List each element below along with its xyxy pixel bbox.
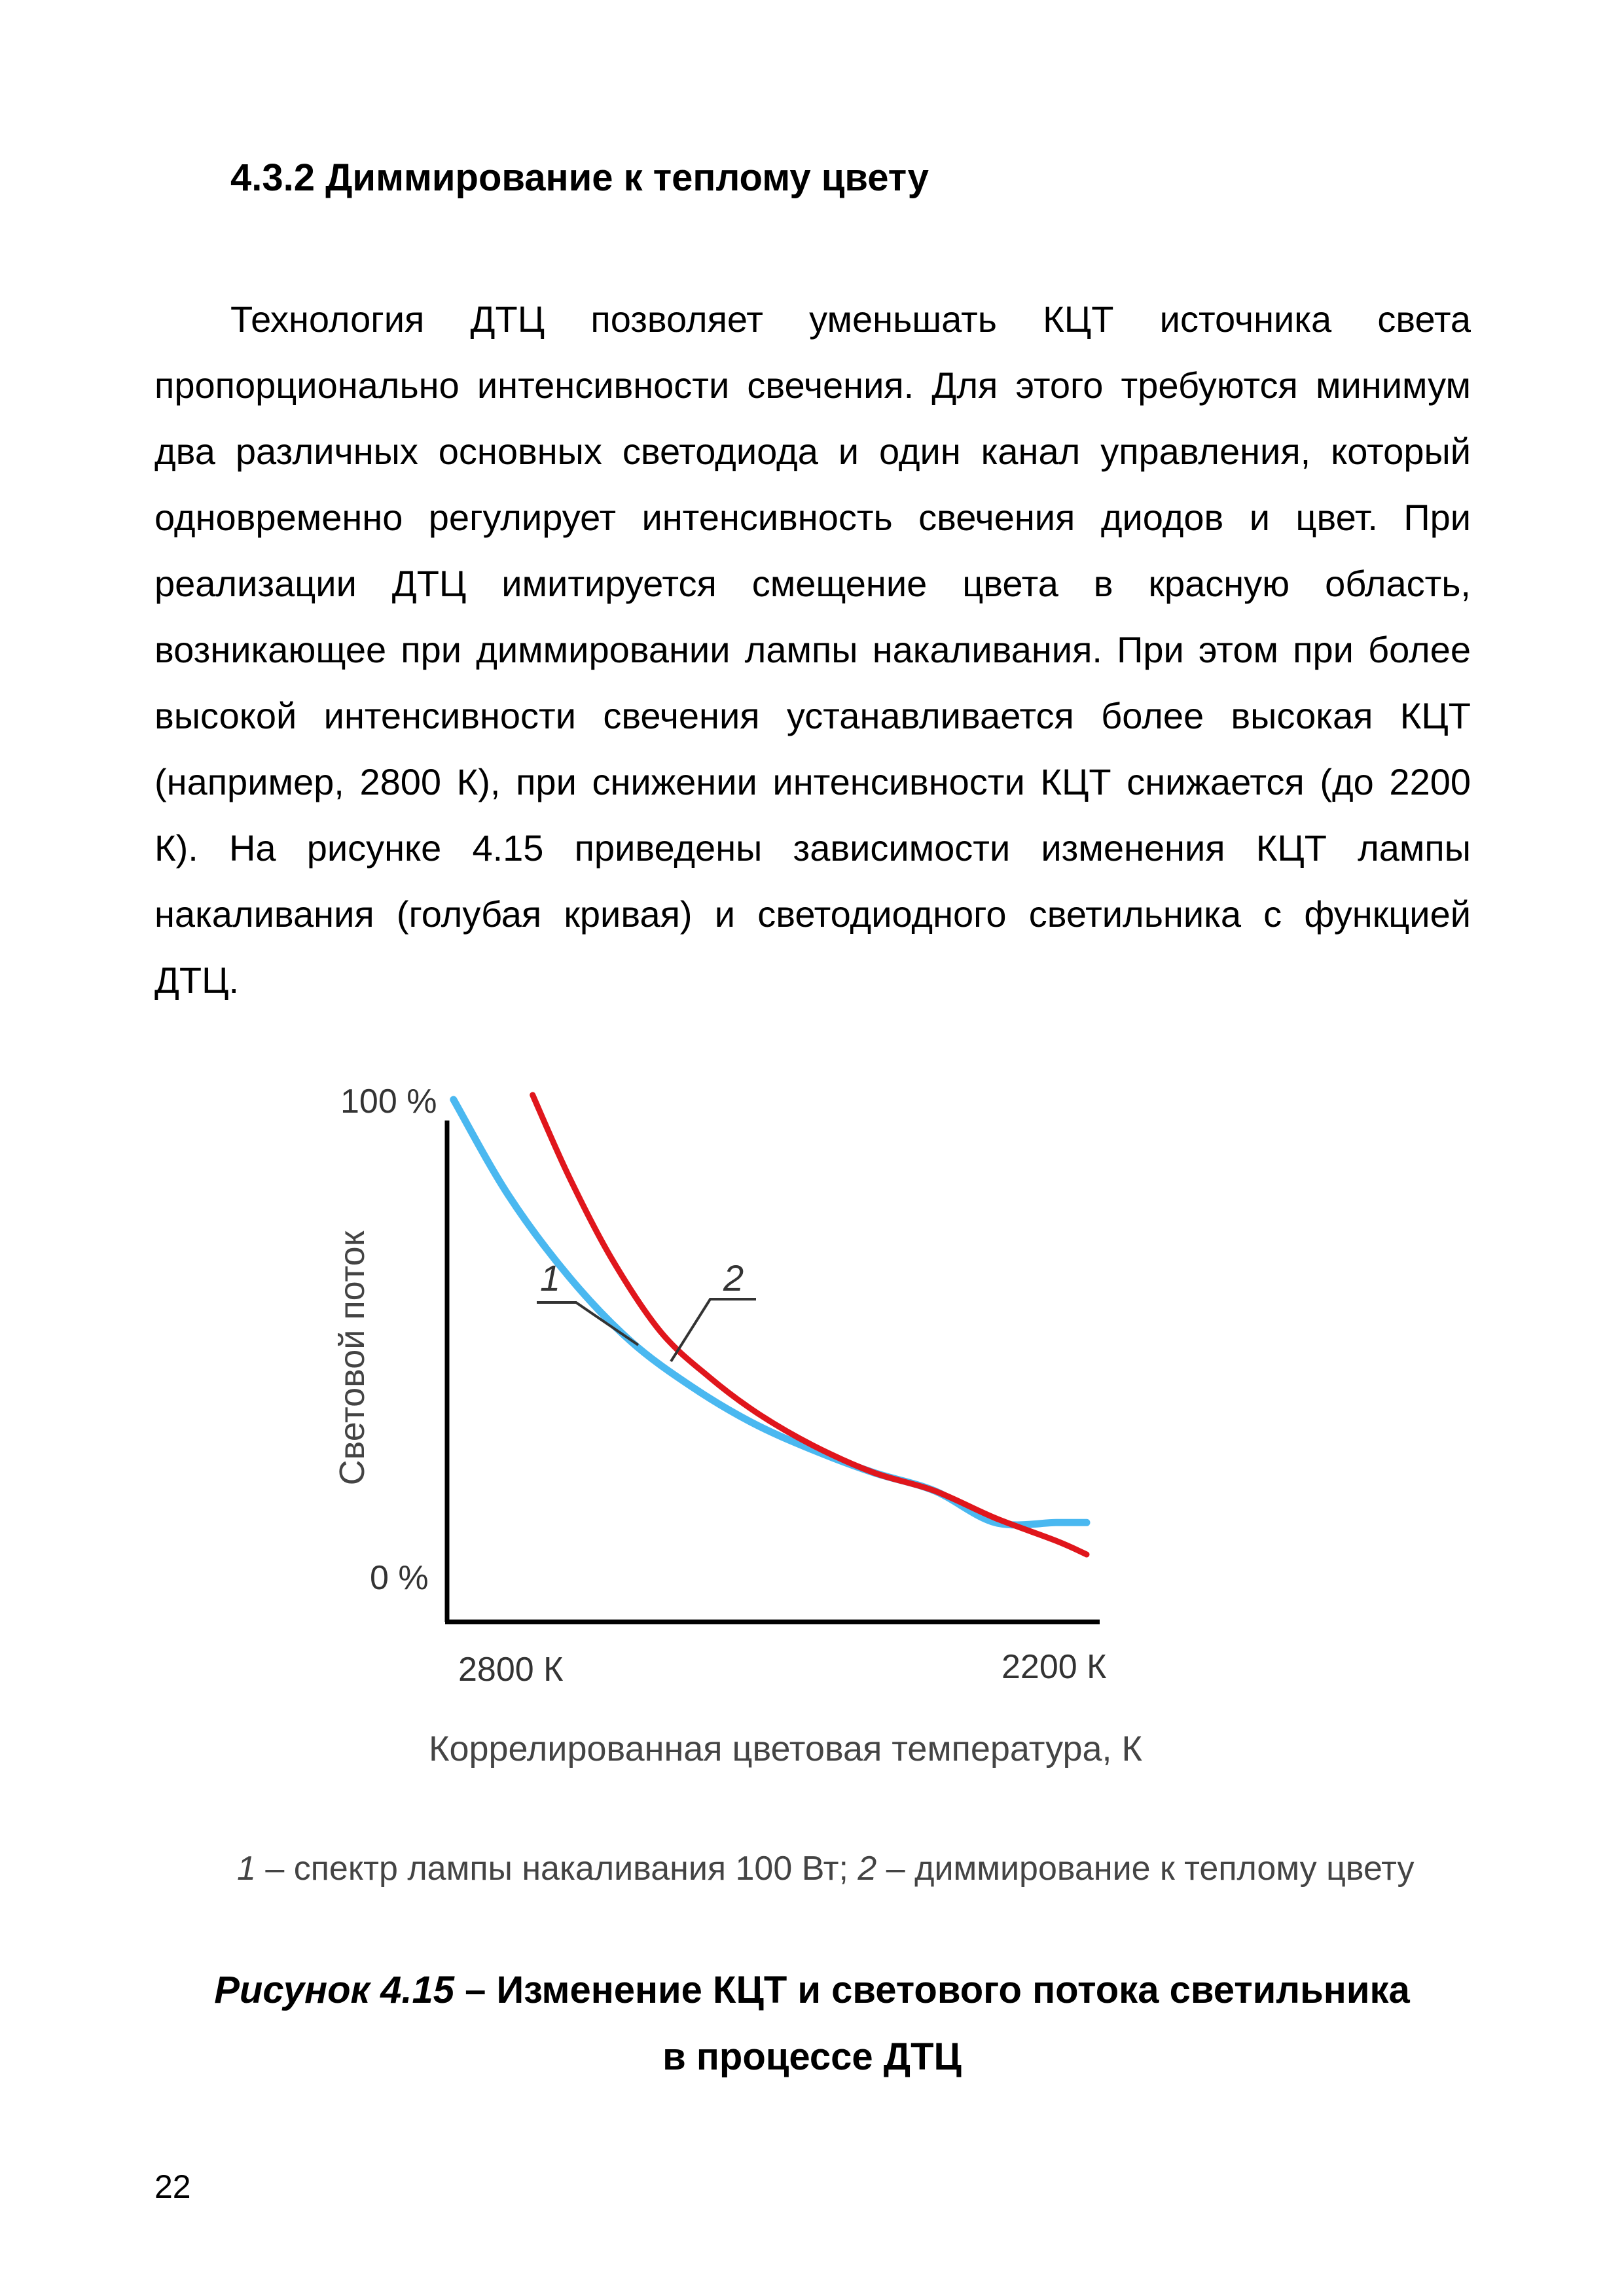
curve-label-1: 1	[540, 1257, 561, 1299]
curve-label-2: 2	[723, 1257, 744, 1299]
series-1-line	[454, 1100, 1087, 1525]
figure-caption-line-1	[0, 1957, 1624, 2024]
figure-legend-caption	[237, 1849, 1481, 1888]
legend-text-2: – диммирование к теплому цвету	[876, 1850, 1415, 1888]
figure-caption-dash: –	[454, 1969, 497, 2011]
x-axis-label: Коррелированная цветовая температура, К	[428, 1729, 1143, 1768]
section-heading: 4.3.2 Диммирование к теплому цвету	[230, 156, 929, 199]
body-paragraph: Технология ДТЦ позволяет уменьшать КЦТ источника света пропорционально интенсивности свечения. Для этого требуются минимум два различных основных светодиода и один канал управления, который одновременно регулирует интенсивность свечения диодов и цвет. При реализации ДТЦ имитируется смещение цвета в красную область, возникающее при диммировании лампы накаливания. При этом при более высокой интенсивности свечения устанавливается более высокая КЦТ (например, 2800 К), при снижении интенсивности КЦТ снижается (до 2200 К). На рисунке 4.15 приведены зависимости изменения КЦТ лампы накаливания (голубая кривая) и светодиодного светильника с функцией ДТЦ.	[154, 298, 1471, 1001]
x-tick-2800: 2800 К	[458, 1651, 564, 1689]
figure-caption	[0, 1957, 1624, 2090]
y-tick-100: 100 %	[340, 1083, 437, 1121]
figure-caption-text: Изменение КЦТ и светового потока светильника	[496, 1969, 1410, 2011]
legend-num-1: 1	[237, 1850, 256, 1888]
figure-label: Рисунок 4.15	[214, 1969, 454, 2011]
legend-text-1: – спектр лампы накаливания 100 Вт;	[255, 1850, 858, 1888]
x-tick-2200: 2200 К	[1001, 1648, 1107, 1686]
legend-num-2: 2	[857, 1850, 877, 1888]
y-axis-label: Световой поток	[333, 1230, 372, 1486]
page-number: 22	[154, 2168, 191, 2205]
figure-caption-line-2: в процессе ДТЦ	[662, 2036, 962, 2078]
y-tick-0: 0 %	[370, 1559, 429, 1597]
